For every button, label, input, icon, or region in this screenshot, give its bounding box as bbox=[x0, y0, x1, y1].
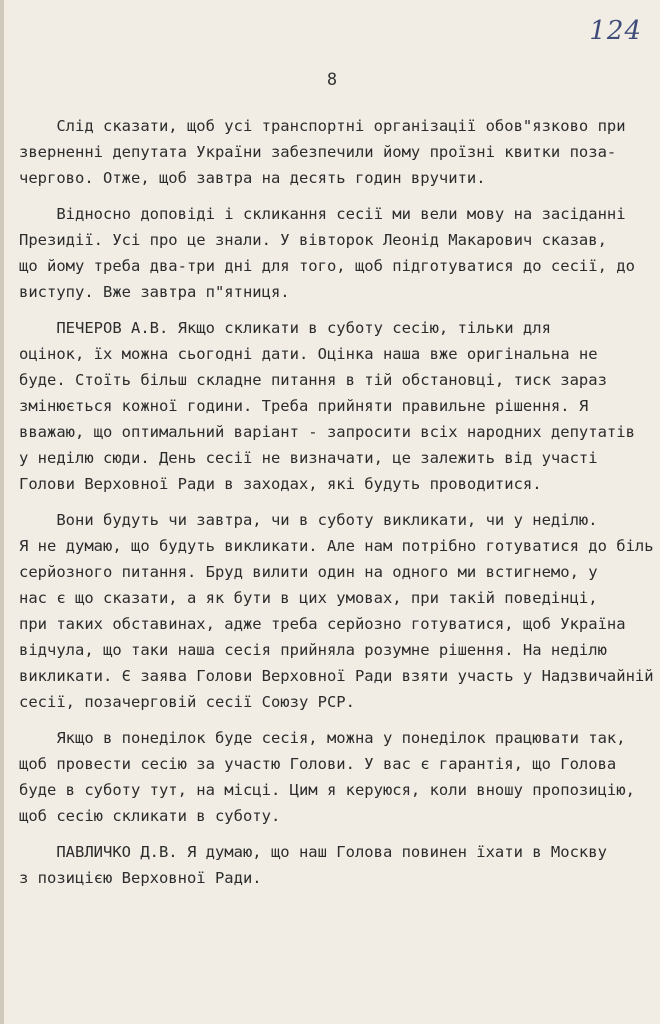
text-line: ПАВЛИЧКО Д.В. Я думаю, що наш Голова повинен їхати в Москву bbox=[19, 843, 607, 861]
archive-number: 124 bbox=[589, 16, 642, 46]
text-line: серйозного питання. Бруд вилити один на одного ми встигнемо, у bbox=[19, 563, 598, 581]
text-line: виступу. Вже завтра п"ятниця. bbox=[19, 283, 290, 301]
text-line: чергово. Отже, щоб завтра на десять годин вручити. bbox=[19, 169, 486, 187]
text-line: зверненні депутата України забезпечили йому проїзні квитки поза- bbox=[19, 143, 617, 161]
text-line: буде. Стоїть більш складне питання в тій обстановці, тиск зараз bbox=[19, 371, 607, 389]
paragraph bbox=[19, 315, 659, 497]
paragraph bbox=[19, 201, 659, 305]
page-number: 8 bbox=[326, 70, 338, 90]
text-line: Відносно доповіді і скликання сесії ми вели мову на засіданні bbox=[19, 205, 626, 223]
text-line: з позицією Верховної Ради. bbox=[19, 869, 262, 887]
text-line: що йому треба два-три дні для того, щоб підготуватися до сесії, до bbox=[19, 257, 635, 275]
text-line: Якщо в понеділок буде сесія, можна у понеділок працювати так, bbox=[19, 729, 626, 747]
text-line: змінюється кожної години. Треба прийняти правильне рішення. Я bbox=[19, 397, 589, 415]
text-line: оцінок, їх можна сьогодні дати. Оцінка наша вже оригінальна не bbox=[19, 345, 598, 363]
paragraph bbox=[19, 839, 659, 891]
text-line: сесії, позачерговій сесії Союзу РСР. bbox=[19, 693, 355, 711]
text-line: щоб провести сесію за участю Голови. У вас є гарантія, що Голова bbox=[19, 755, 617, 773]
text-line: Слід сказати, щоб усі транспортні організації обов"язково при bbox=[19, 117, 626, 135]
text-line: ПЕЧЕРОВ А.В. Якщо скликати в суботу сесію, тільки для bbox=[19, 319, 551, 337]
text-line: буде в суботу тут, на місці. Цим я керуюся, коли вношу пропозицію, bbox=[19, 781, 635, 799]
text-line: відчула, що таки наша сесія прийняла розумне рішення. На неділю bbox=[19, 641, 607, 659]
text-line: вважаю, що оптимальний варіант - запросити всіх народних депутатів bbox=[19, 423, 635, 441]
document-body bbox=[19, 113, 659, 901]
text-line: викликати. Є заява Голови Верховної Ради взяти участь у Надзвичайній bbox=[19, 667, 654, 685]
text-line: Голови Верховної Ради в заходах, які будуть проводитися. bbox=[19, 475, 542, 493]
text-line: у неділю сюди. День сесії не визначати, це залежить від участі bbox=[19, 449, 598, 467]
paragraph bbox=[19, 507, 659, 715]
text-line: щоб сесію скликати в суботу. bbox=[19, 807, 281, 825]
text-line: Вони будуть чи завтра, чи в суботу викликати, чи у неділю. bbox=[19, 511, 598, 529]
paragraph bbox=[19, 113, 659, 191]
text-line: Я не думаю, що будуть викликати. Але нам потрібно готуватися до біль bbox=[19, 537, 654, 555]
text-line: Президії. Усі про це знали. У вівторок Леонід Макарович сказав, bbox=[19, 231, 607, 249]
text-line: при таких обставинах, адже треба серйозно готуватися, щоб Україна bbox=[19, 615, 626, 633]
text-line: нас є що сказати, а як бути в цих умовах, при такій поведінці, bbox=[19, 589, 598, 607]
paragraph bbox=[19, 725, 659, 829]
